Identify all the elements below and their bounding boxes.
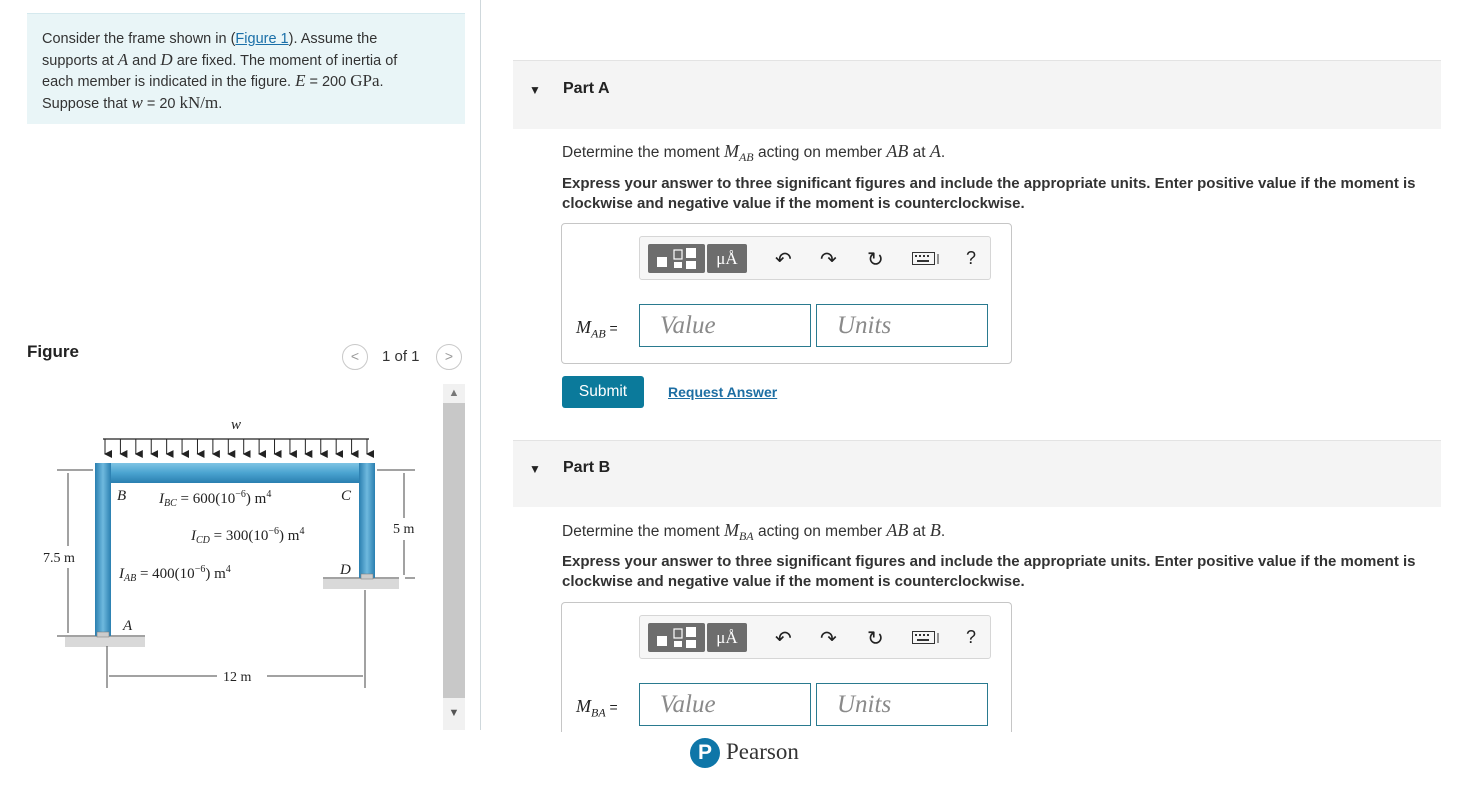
mu-angstrom-icon: μÅ [716,628,738,647]
units-symbol-button[interactable] [707,244,747,273]
pearson-brand: Pearson [726,739,799,764]
inertia-ab: $I_{AB} = 400(10^{-6})$ $m^4$ [119,564,231,584]
base-plate-a [97,632,109,637]
reset-icon[interactable]: ↻ [867,628,884,650]
base-plate-d [361,574,373,579]
answer-symbol-mba: $M_{BA}$ = [576,696,618,720]
math-toolbar [639,236,991,280]
reset-icon[interactable]: ↻ [867,249,884,271]
part-a-instructions: Express your answer to three significant figures and include the appropriate units. Enter positive value if the moment is clockwise and negative value if the moment is counterclockwise. [562,175,1416,212]
templates-button[interactable] [648,623,705,652]
part-b-answer-box [561,602,1012,743]
caret-down-icon: ▼ [529,462,541,476]
part-b-units-input[interactable]: Units [816,683,988,726]
frame-figure [27,378,465,730]
answer-symbol-mab: $M_{AB}$ = [576,317,618,341]
label-a: A [123,618,133,634]
keyboard-icon[interactable] [912,252,940,271]
help-icon[interactable]: ? [966,248,977,268]
part-a-value-input[interactable]: Value [639,304,811,347]
figure-link[interactable]: Figure 1 [235,31,289,47]
problem-statement-box [27,13,465,124]
undo-icon[interactable]: ↶ [775,628,792,650]
member-cd [359,463,375,578]
member-ab [95,463,111,636]
figure-title: Figure [27,342,79,361]
chevron-right-icon: > [444,348,454,364]
figure-counter: 1 of 1 [382,348,420,365]
part-a-answer-box [561,223,1012,364]
request-answer-link[interactable]: Request Answer [668,384,778,400]
dim-label-left: 7.5 m [43,551,75,566]
label-c: C [341,488,352,504]
footer-area [513,732,1461,785]
part-a-header[interactable] [513,60,1441,129]
part-b-header[interactable] [513,440,1441,507]
templates-icon [648,244,705,273]
part-a-units-input[interactable]: Units [816,304,988,347]
scroll-down-icon[interactable]: ▼ [448,707,460,719]
caret-down-icon: ▼ [529,83,541,97]
help-icon[interactable]: ? [966,627,977,647]
support-ground-d [323,578,399,589]
scroll-up-icon[interactable]: ▲ [448,387,460,399]
chevron-left-icon: < [350,348,360,364]
figure-scrollbar-thumb[interactable] [443,403,465,698]
distributed-load [103,439,369,454]
units-symbol-button[interactable] [707,623,747,652]
part-b-label: Part B [563,459,611,476]
inertia-bc: $I_{BC} = 600(10^{-6})$ $m^4$ [159,489,272,509]
next-figure-button[interactable] [436,344,462,370]
label-d: D [340,562,351,578]
part-b-question: Determine the moment $M_{BA}$ acting on member AB at B. [562,520,946,544]
part-b-instructions: Express your answer to three significant figures and include the appropriate units. Enter positive value if the moment is clockwise and negative value if the moment is counterclockwise. [562,553,1416,590]
redo-icon[interactable]: ↷ [820,249,837,271]
submit-button[interactable]: Submit [562,376,644,408]
redo-icon[interactable]: ↷ [820,628,837,650]
figure-viewport [27,378,465,730]
keyboard-icon[interactable] [912,631,940,650]
label-b: B [117,488,127,504]
inertia-cd: $I_{CD} = 300(10^{-6})$ $m^4$ [191,526,305,546]
member-bc [95,463,375,483]
part-a-label: Part A [563,80,610,97]
support-ground-a [65,636,145,647]
prev-figure-button[interactable] [342,344,368,370]
problem-statement: Consider the frame shown in (Figure 1). Assume the supports at A and D are fixed. The moment of inertia of each member is indicated in the figure. E = 200 GPa. Suppose that w = 20 kN/m. [42,31,398,112]
templates-button[interactable] [648,244,705,273]
math-toolbar [639,615,991,659]
pane-divider [480,0,481,730]
part-a-question: Determine the moment $M_{AB}$ acting on member AB at A. [562,141,946,165]
pearson-logo-icon: P [690,738,720,768]
undo-icon[interactable]: ↶ [775,249,792,271]
dim-label-bottom: 12 m [223,670,252,685]
label-w: w [231,417,242,433]
templates-icon [648,623,705,652]
dim-label-right: 5 m [393,522,415,537]
mu-angstrom-icon: μÅ [716,249,738,268]
part-b-value-input[interactable]: Value [639,683,811,726]
